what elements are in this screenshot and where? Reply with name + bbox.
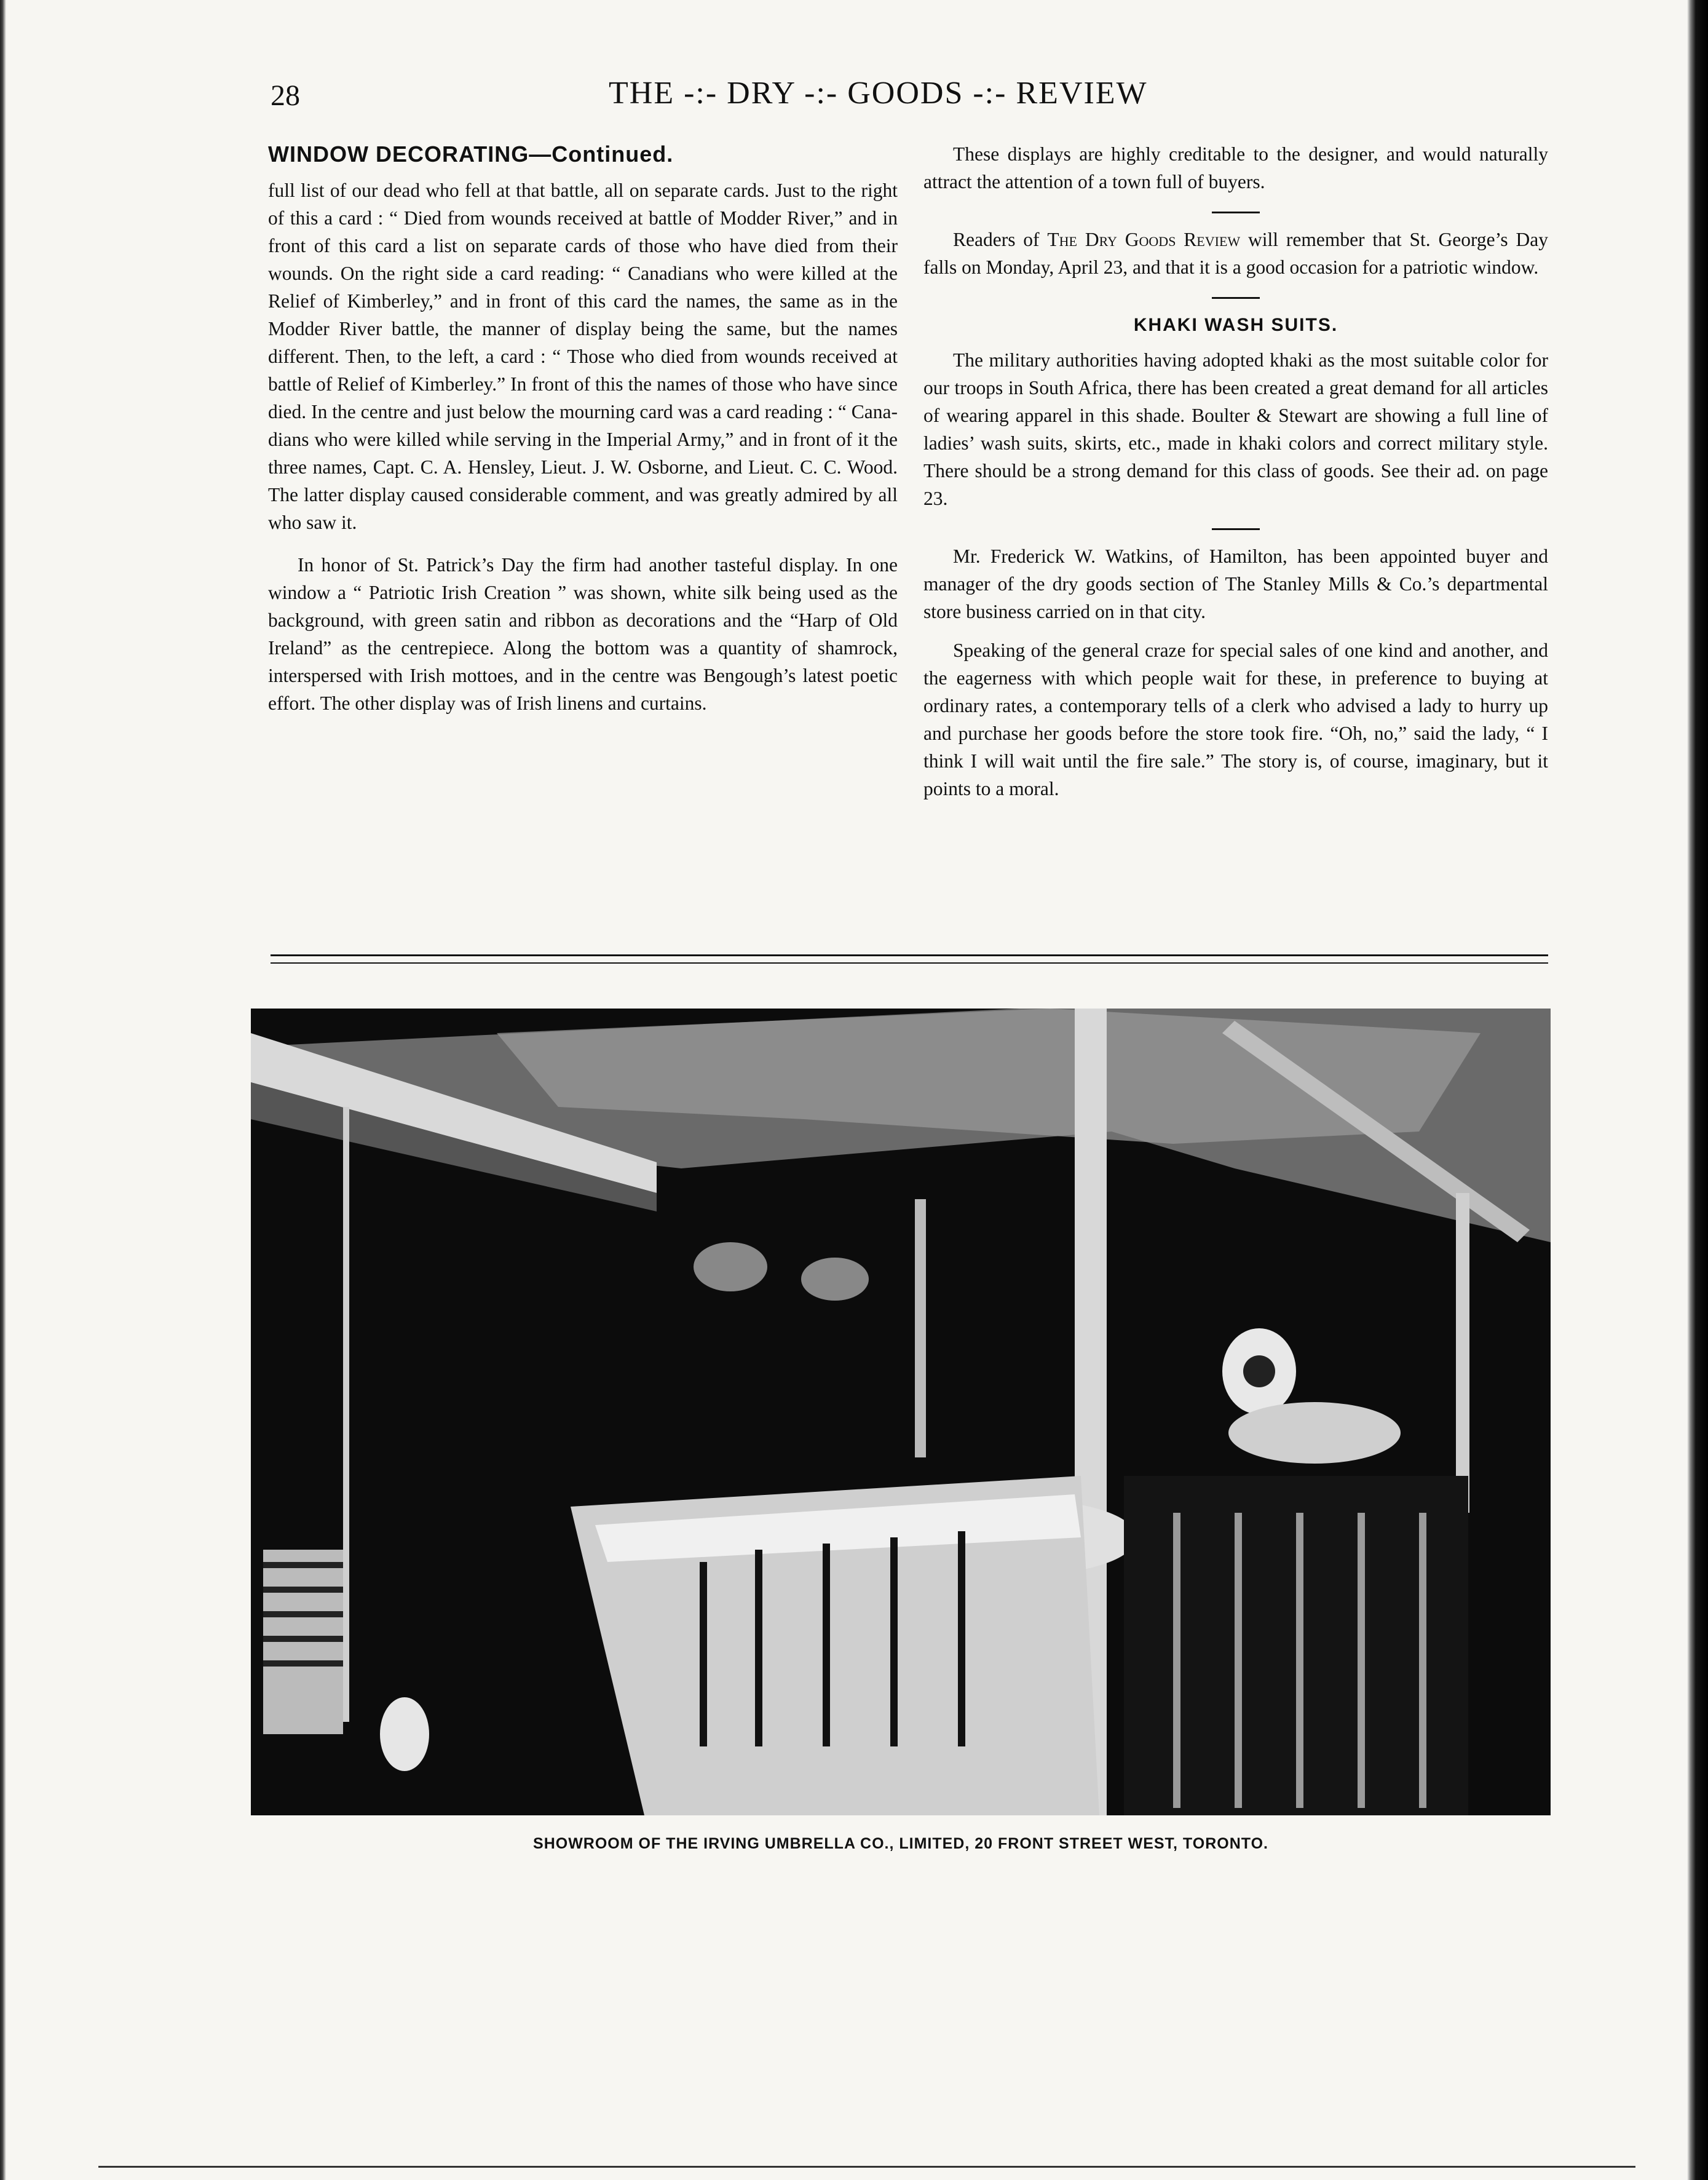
paragraph: Speaking of the general craze for special sales of one kind and another, and the eagerness with which people wait for these, in preference to buying at ordinary rates, a contemporary tells of a clerk who advised a lady to hurry up and purchase her goods before the store took fire. “Oh, no,” said the lady, “ I think I will wait until the fire sale.” The story is, of course, imaginary, but it points to a moral. — [923, 640, 1548, 799]
section-heading-window-decorating: WINDOW DECORATING—Continued. — [268, 141, 674, 167]
running-head-title: THE -:- DRY -:- GOODS -:- REVIEW — [609, 76, 1148, 111]
paragraph: Mr. Frederick W. Watkins, of Hamilton, has been appointed buyer and manager of the dry goods section of The Stanley Mills & Co.’s departmental store business carried on in that city. — [923, 545, 1548, 622]
divider-rule — [1212, 212, 1260, 213]
scan-edge-left — [0, 0, 16, 2180]
showroom-photo-illustration — [251, 1009, 1551, 1815]
paragraph: full list of our dead who fell at that battle, all on separate cards. Just to the right of this a card : “ Died from wounds received at battle of Modder River,” and in front of this card a list on separate cards of those who have died from their wounds. On the right side a card reading: “ Canadians who were killed at the Relief of Kimberley,” and in front of this card the names, the same as in the Modder River battle, the manner of display being the same, but the names different. Then, to the left, a card : “ Those who died from wounds received at battle of Relief of Kimberley.” In front of this the names of those who have since died. In the centre and just below the mourning card was a card reading : “ Canadians who were killed while serving in the Imperial Army,” and in front of it the three names, Capt. C. A. Hensley, Lieut. J. W. Osborne, and Lieut. C. C. Wood. The latter display caused considerable comment, and was greatly admired by all who saw it. — [268, 180, 898, 533]
publication-name: The Dry Goods Review — [1047, 229, 1241, 250]
page-number: 28 — [271, 79, 300, 112]
double-rule-separator — [271, 954, 1548, 964]
left-column — [268, 140, 898, 717]
showroom-photo — [251, 1009, 1551, 1815]
scan-bottom-line — [98, 2166, 1635, 2168]
right-column — [923, 140, 1548, 803]
scan-edge-right — [1687, 0, 1708, 2180]
section-heading-khaki: KHAKI WASH SUITS. — [1133, 315, 1338, 335]
paragraph: In honor of St. Patrick’s Day the firm had another tasteful display. In one window a “ Patriotic Irish Creation ” was shown, white silk being used as the background, with green satin and ribbon as decorations and the “Harp of Old Ireland” as the centrepiece. Along the bottom was a quantity of shamrock, interspersed with Irish mottoes, and in the centre was Bengough’s latest poetic effort. The other display was of Irish linens and curtains. — [268, 554, 898, 714]
photo-caption: SHOWROOM OF THE IRVING UMBRELLA CO., LIMITED, 20 FRONT STREET WEST, TORONTO. — [533, 1835, 1268, 1852]
paragraph: Readers of The Dry Goods Review will remember that St. George’s Day falls on Monday, April 23, and that it is a good occasion for a patriotic window. — [923, 229, 1548, 278]
paragraph: The military authorities having adopted khaki as the most suitable color for our troops in South Africa, there has been created a great demand for all articles of wearing apparel in this shade. Boulter & Stewart are showing a full line of ladies’ wash suits, skirts, etc., made in khaki colors and correct military style. There should be a strong demand for this class of goods. See their ad. on page 23. — [923, 349, 1548, 509]
divider-rule — [1212, 528, 1260, 530]
paragraph: These displays are highly creditable to the designer, and would naturally attract the attention of a town full of buyers. — [923, 143, 1548, 192]
divider-rule — [1212, 297, 1260, 299]
